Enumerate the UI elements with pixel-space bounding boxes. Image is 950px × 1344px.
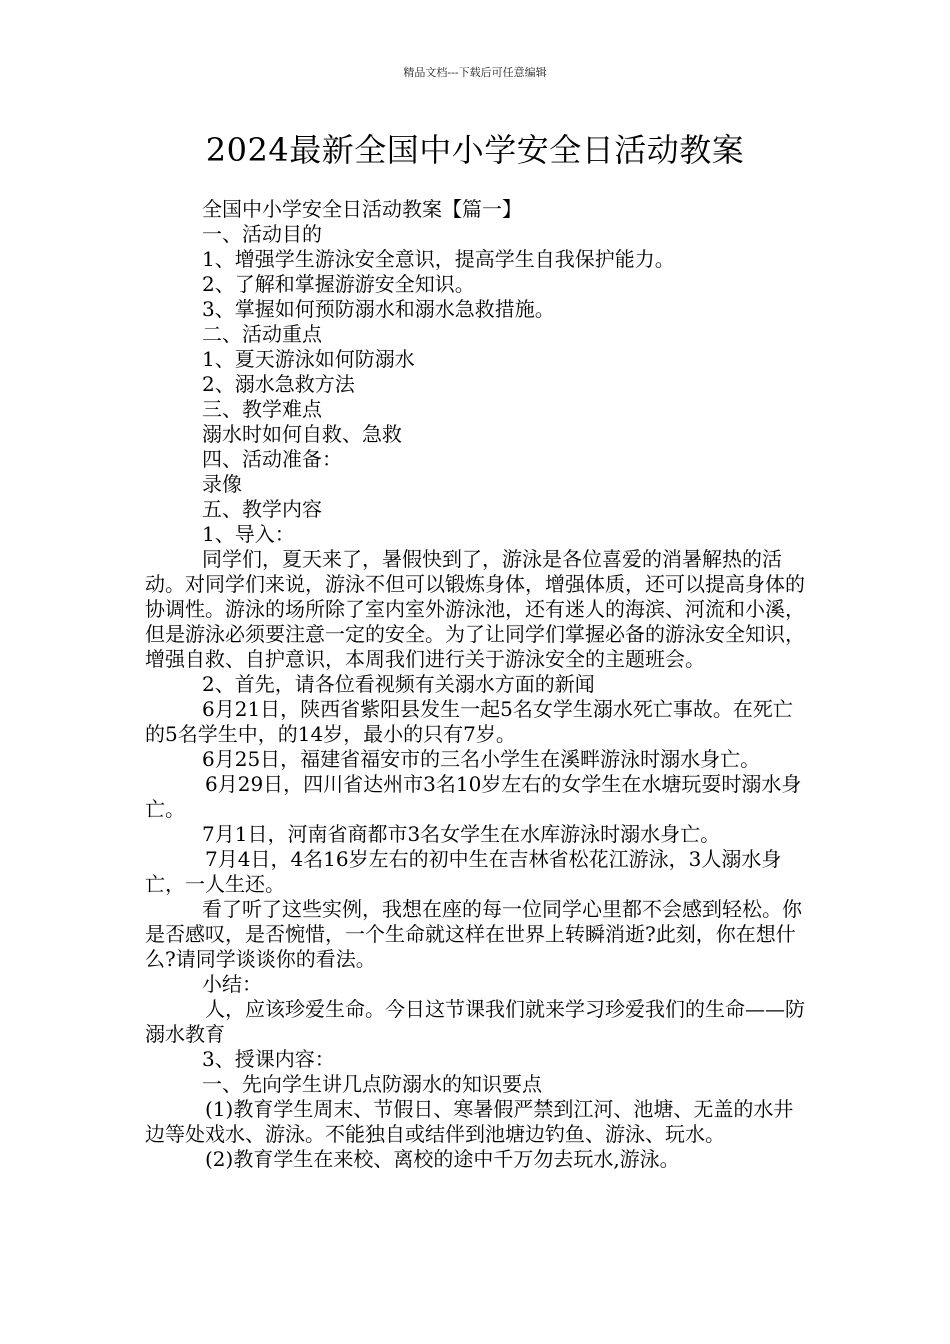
paragraph: 7月4日，4名16岁左右的初中生在吉林省松花江游泳，3人溺水身亡，一人生还。	[145, 847, 782, 896]
section-heading: 全国中小学安全日活动教案【篇一】	[202, 197, 522, 221]
list-item: 1、增强学生游泳安全意识，提高学生自我保护能力。	[202, 247, 675, 271]
paragraph: 3、授课内容：	[202, 1047, 335, 1071]
list-item: 1、夏天游泳如何防溺水	[202, 347, 415, 371]
list-item: 录像	[202, 472, 242, 496]
section-heading: 一、活动目的	[202, 222, 322, 246]
document-body	[145, 197, 809, 1172]
list-item: 3、掌握如何预防溺水和溺水急救措施。	[202, 297, 555, 321]
paragraph: 小结：	[202, 972, 262, 996]
page-title: 2024最新全国中小学安全日活动教案	[205, 131, 745, 169]
sub-heading: 1、导入：	[202, 522, 295, 546]
paragraph: (1)教育学生周末、节假日、寒暑假严禁到江河、池塘、无盖的水井边等处戏水、游泳。不能独自或结伴到池塘边钓鱼、游泳、玩水。	[145, 1097, 794, 1146]
paragraph: 7月1日，河南省商都市3名女学生在水库游泳时溺水身亡。	[202, 822, 721, 846]
paragraph: 人，应该珍爱生命。今日这节课我们就来学习珍爱我们的生命——防溺水教育	[145, 997, 805, 1046]
list-item: 溺水时如何自救、急救	[202, 422, 402, 446]
paragraph: 2、首先，请各位看视频有关溺水方面的新闻	[202, 672, 595, 696]
list-item: 2、了解和掌握游游安全知识。	[202, 272, 475, 296]
paragraph: 6月25日，福建省福安市的三名小学生在溪畔游泳时溺水身亡。	[202, 747, 761, 771]
paragraph: 看了听了这些实例，我想在座的每一位同学心里都不会感到轻松。你是否感叹，是否惋惜，一个生命就这样在世界上转瞬消逝?此刻，你在想什么?请同学谈谈你的看法。	[145, 897, 802, 971]
paragraph: 6月21日，陕西省紫阳县发生一起5名女学生溺水死亡事故。在死亡的5名学生中，的14岁，最小的只有7岁。	[145, 697, 793, 746]
section-heading: 四、活动准备：	[202, 447, 342, 471]
section-heading: 三、教学难点	[202, 397, 322, 421]
paragraph: 一、先向学生讲几点防溺水的知识要点	[202, 1072, 542, 1096]
section-heading: 二、活动重点	[202, 322, 322, 346]
paragraph: 同学们，夏天来了，暑假快到了，游泳是各位喜爱的消暑解热的活动。对同学们来说，游泳不但可以锻炼身体，增强体质，还可以提高身体的协调性。游泳的场所除了室内室外游泳池，还有迷人的海滨、河流和小溪，但是游泳必须要注意一定的安全。为了让同学们掌握必备的游泳安全知识，增强自救、自护意识，本周我们进行关于游泳安全的主题班会。	[145, 547, 805, 671]
paragraph: 6月29日，四川省达州市3名10岁左右的女学生在水塘玩耍时溺水身亡。	[145, 772, 802, 821]
page-header-note: 精品文档---下载后可任意编辑	[403, 66, 547, 79]
list-item: 2、溺水急救方法	[202, 372, 355, 396]
paragraph: (2)教育学生在来校、离校的途中千万勿去玩水,游泳。	[205, 1147, 680, 1171]
section-heading: 五、教学内容	[202, 497, 322, 521]
